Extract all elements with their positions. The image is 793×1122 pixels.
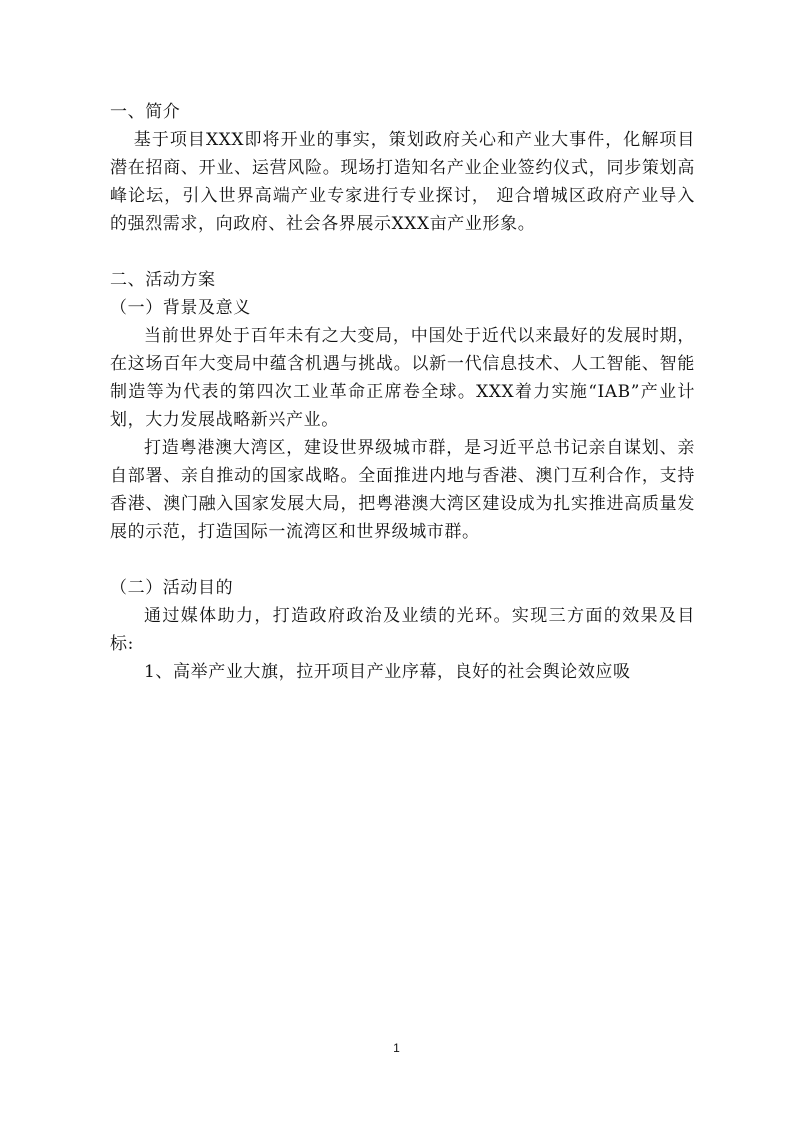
document-body — [110, 98, 695, 686]
subsection-heading-background: （一）背景及意义 — [110, 298, 251, 318]
section-heading-intro: 一、简介 — [110, 102, 181, 122]
goals-paragraph-2: 1、高举产业大旗，拉开项目产业序幕，良好的社会舆论效应吸 — [144, 662, 631, 682]
goals-paragraph-1: 通过媒体助力，打造政府政治及业绩的光环。实现三方面的效果及目标: — [110, 606, 695, 654]
subsection-heading-goals: （二）活动目的 — [110, 578, 234, 598]
page-number: 1 — [393, 1041, 400, 1055]
intro-paragraph: 基于项目XXX即将开业的事实，策划政府关心和产业大事件，化解项目潜在招商、开业、运营风险。现场打造知名产业企业签约仪式，同步策划高峰论坛，引入世界高端产业专家进行专业探讨， 迎合增城区政府产业导入的强烈需求，向政府、社会各界展示XXX亩产业形象。 — [110, 130, 695, 234]
background-paragraph-1: 当前世界处于百年未有之大变局，中国处于近代以来最好的发展时期，在这场百年大变局中蕴含机遇与挑战。以新一代信息技术、人工智能、智能制造等为代表的第四次工业革命正席卷全球。XXX着力实施“IAB”产业计划，大力发展战略新兴产业。 — [110, 326, 695, 430]
spacer — [110, 546, 695, 574]
section-heading-plan: 二、活动方案 — [110, 270, 216, 290]
background-paragraph-2: 打造粤港澳大湾区，建设世界级城市群，是习近平总书记亲自谋划、亲自部署、亲自推动的国家战略。全面推进内地与香港、澳门互利合作，支持香港、澳门融入国家发展大局，把粤港澳大湾区建设成为扎实推进高质量发展的示范，打造国际一流湾区和世界级城市群。 — [110, 438, 695, 542]
spacer — [110, 238, 695, 266]
